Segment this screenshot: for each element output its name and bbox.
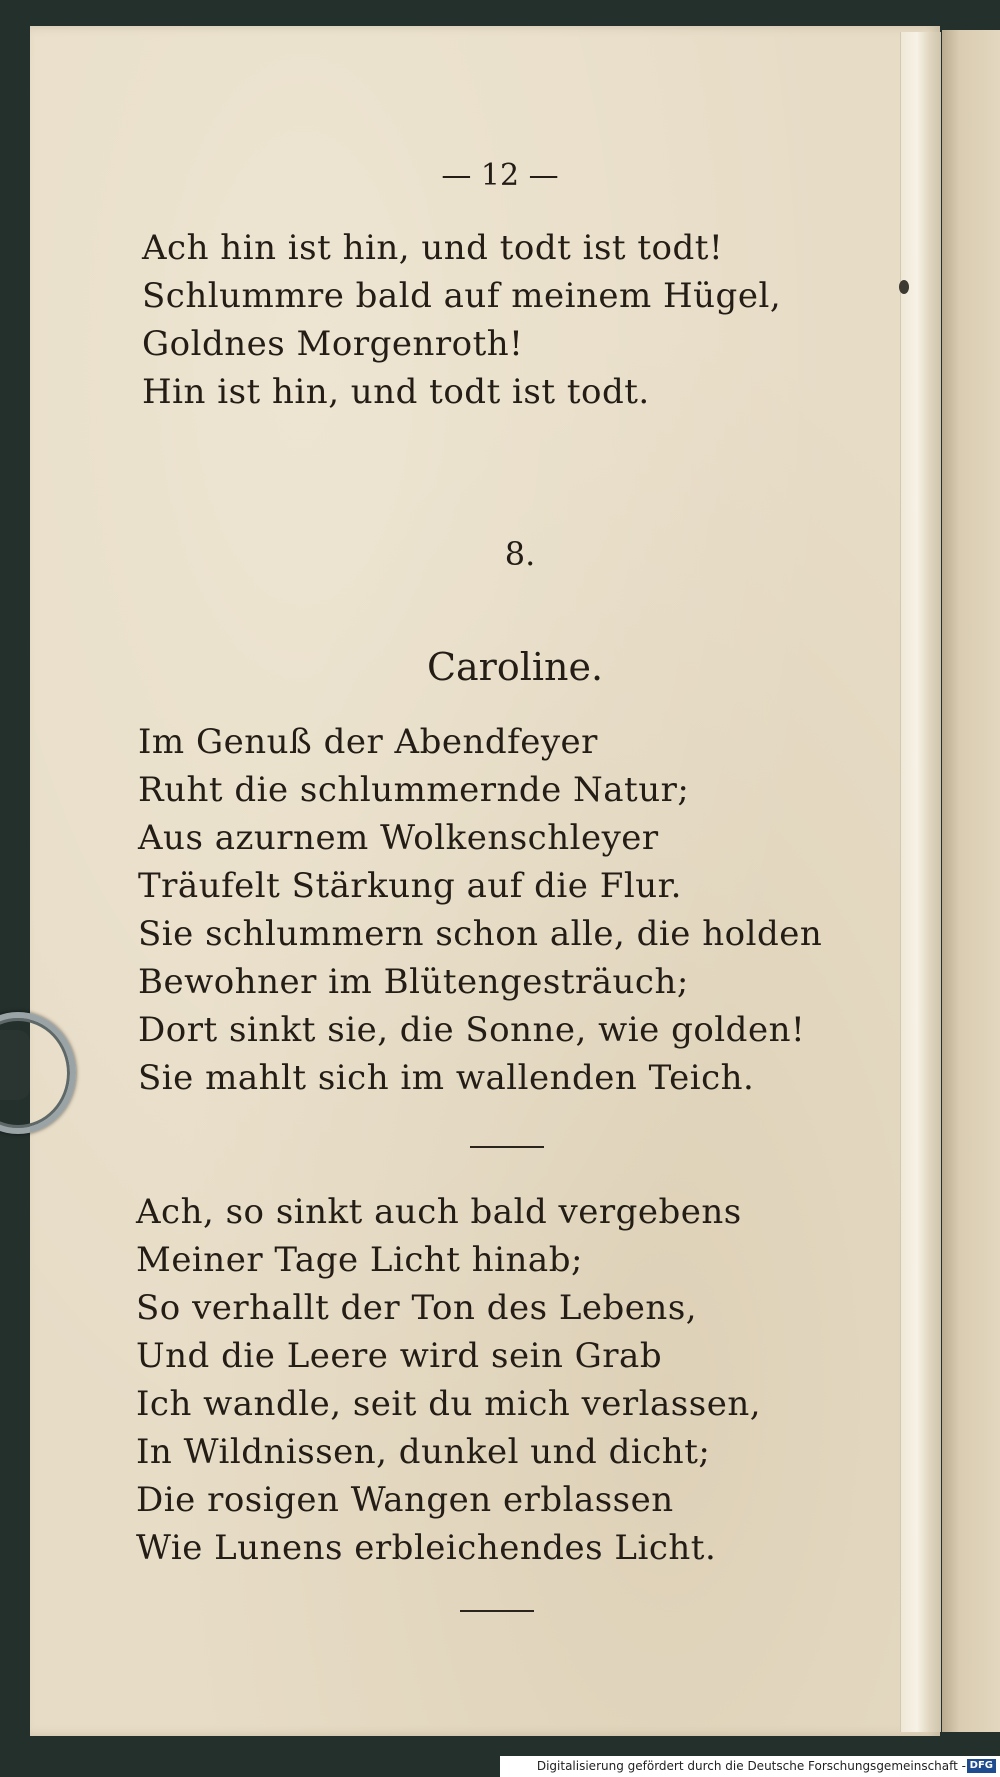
next-page-edge (942, 30, 1000, 1732)
poem-line: Meiner Tage Licht hinab; (136, 1240, 583, 1280)
poem-title: Caroline. (426, 645, 604, 689)
poem-line: Ach hin ist hin, und todt ist todt! (142, 228, 724, 268)
poem-line: Schlummre bald auf meinem Hügel, (142, 276, 782, 316)
poem-line: Träufelt Stärkung auf die Flur. (138, 866, 682, 906)
stanza-divider (470, 1146, 544, 1148)
poem-line: Und die Leere wird sein Grab (136, 1336, 663, 1376)
stanza-2 (138, 718, 822, 1102)
poem-number: 8. (504, 535, 536, 573)
dfg-logo: DFG (967, 1759, 996, 1773)
poem-line: Hin ist hin, und todt ist todt. (142, 372, 650, 412)
poem-line: Aus azurnem Wolkenschleyer (138, 818, 659, 858)
poem-line: Wie Lunens erbleichendes Licht. (136, 1528, 717, 1568)
poem-line: Dort sinkt sie, die Sonne, wie golden! (138, 1010, 806, 1050)
stanza-1 (142, 224, 781, 416)
digitization-footer (500, 1756, 1000, 1777)
poem-line: Bewohner im Blütengesträuch; (138, 962, 689, 1002)
poem-line: Goldnes Morgenroth! (142, 324, 524, 364)
poem-line: Sie mahlt sich im wallenden Teich. (138, 1058, 755, 1098)
poem-line: So verhallt der Ton des Lebens, (136, 1288, 698, 1328)
poem-line: Sie schlummern schon alle, die holden (138, 914, 823, 954)
poem-line: Ich wandle, seit du mich verlassen, (136, 1384, 762, 1424)
end-divider (460, 1610, 534, 1612)
poem-line: In Wildnissen, dunkel und dicht; (136, 1432, 711, 1472)
poem-line: Ruht die schlummernde Natur; (138, 770, 690, 810)
binding-hole (899, 280, 909, 294)
poem-line: Im Genuß der Abendfeyer (138, 722, 598, 762)
poem-line: Ach, so sinkt auch bald vergebens (136, 1192, 742, 1232)
poem-line: Die rosigen Wangen erblassen (136, 1480, 674, 1520)
stanza-3 (136, 1188, 761, 1572)
page-number: — 12 — (441, 158, 559, 193)
footer-credit: Digitalisierung gefördert durch die Deutsche Forschungsgemeinschaft - (536, 1759, 966, 1773)
